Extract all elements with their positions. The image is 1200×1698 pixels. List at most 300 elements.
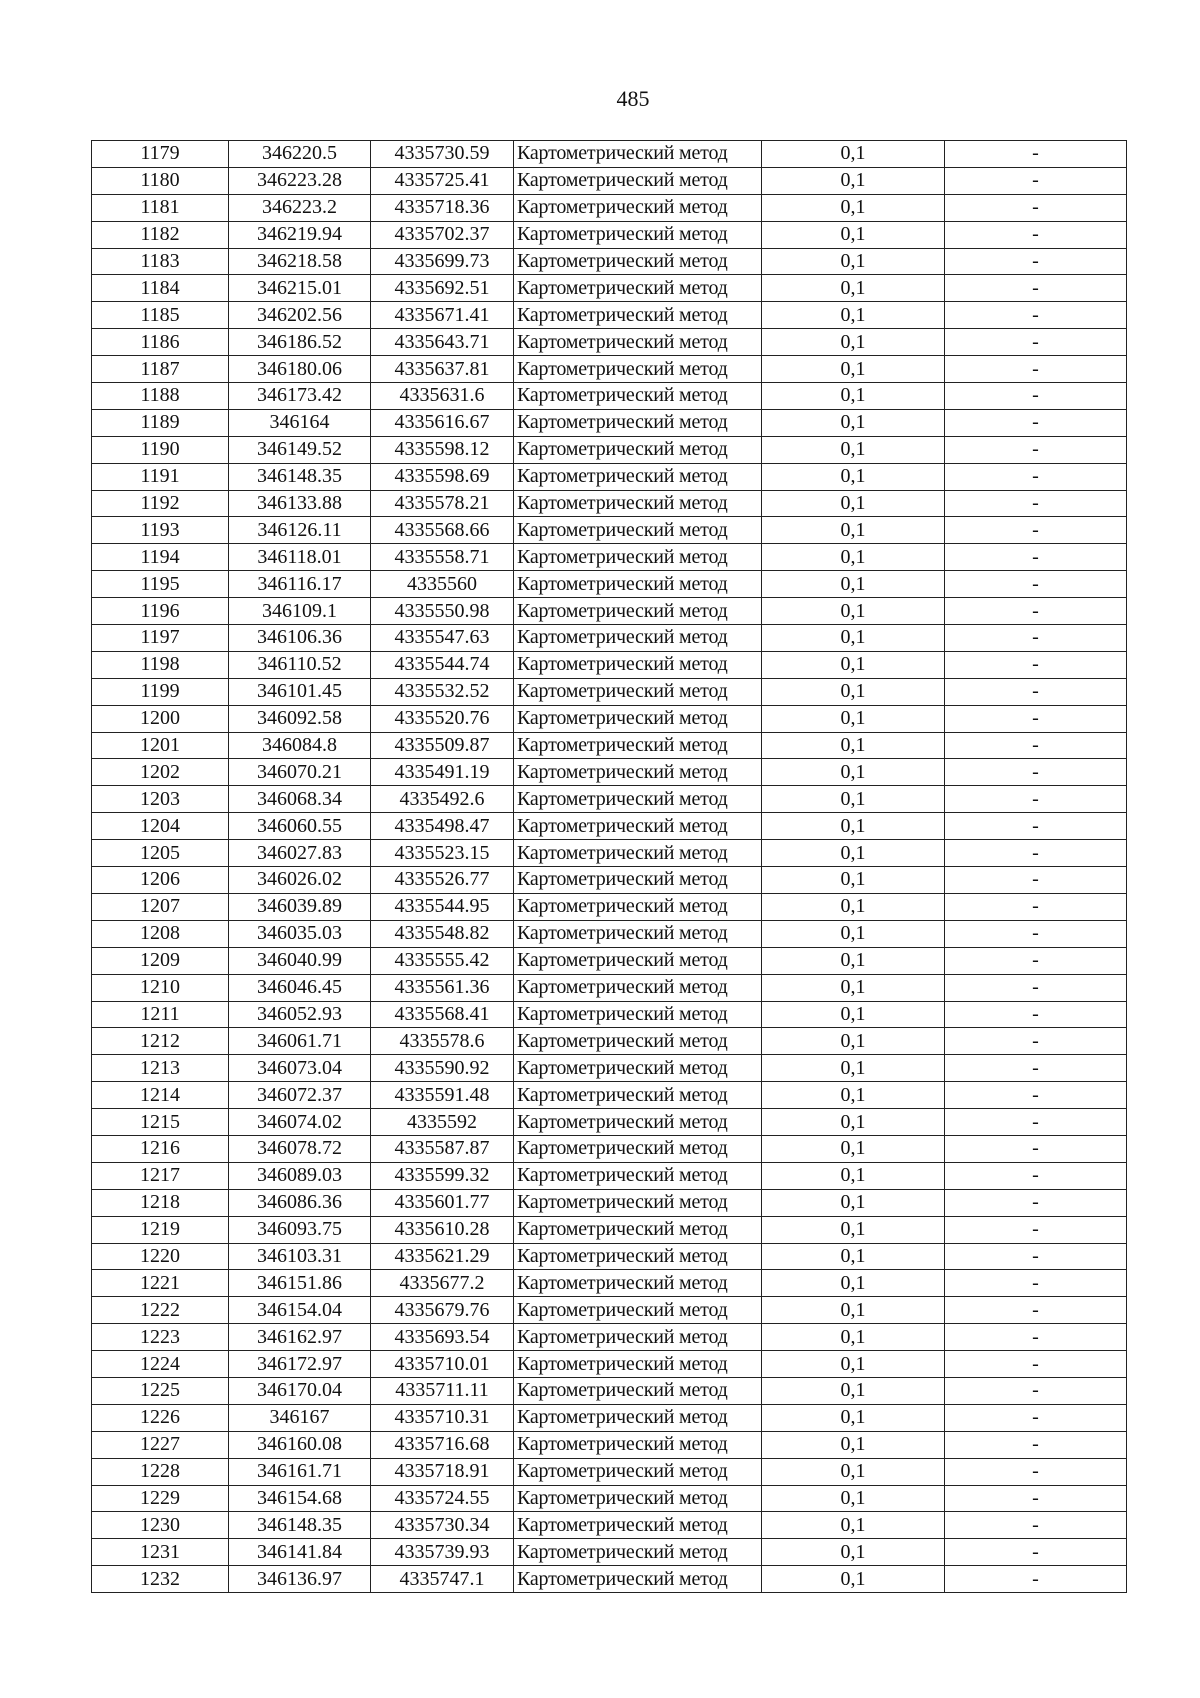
y-coordinate-cell: 4335520.76: [371, 705, 514, 732]
accuracy-cell: 0,1: [762, 1001, 945, 1028]
y-coordinate-cell: 4335671.41: [371, 302, 514, 329]
x-coordinate-cell: 346109.1: [229, 598, 371, 625]
accuracy-cell: 0,1: [762, 544, 945, 571]
accuracy-cell: 0,1: [762, 947, 945, 974]
x-coordinate-cell: 346173.42: [229, 383, 371, 410]
x-coordinate-cell: 346026.02: [229, 867, 371, 894]
table-row: [92, 436, 1127, 463]
y-coordinate-cell: 4335587.87: [371, 1135, 514, 1162]
point-number-cell: 1194: [92, 544, 229, 571]
table-row: [92, 544, 1127, 571]
point-number-cell: 1211: [92, 1001, 229, 1028]
method-cell: Картометрический метод: [514, 1216, 762, 1243]
y-coordinate-cell: 4335637.81: [371, 356, 514, 383]
note-cell: -: [945, 571, 1127, 598]
point-number-cell: 1232: [92, 1566, 229, 1593]
table-row: [92, 141, 1127, 168]
point-number-cell: 1214: [92, 1082, 229, 1109]
accuracy-cell: 0,1: [762, 651, 945, 678]
note-cell: -: [945, 1351, 1127, 1378]
table-row: [92, 1351, 1127, 1378]
note-cell: -: [945, 1001, 1127, 1028]
y-coordinate-cell: 4335616.67: [371, 409, 514, 436]
method-cell: Картометрический метод: [514, 974, 762, 1001]
note-cell: -: [945, 463, 1127, 490]
table-row: [92, 1297, 1127, 1324]
y-coordinate-cell: 4335718.36: [371, 194, 514, 221]
point-number-cell: 1224: [92, 1351, 229, 1378]
accuracy-cell: 0,1: [762, 759, 945, 786]
x-coordinate-cell: 346218.58: [229, 248, 371, 275]
x-coordinate-cell: 346136.97: [229, 1566, 371, 1593]
accuracy-cell: 0,1: [762, 436, 945, 463]
table-row: [92, 947, 1127, 974]
method-cell: Картометрический метод: [514, 329, 762, 356]
y-coordinate-cell: 4335558.71: [371, 544, 514, 571]
x-coordinate-cell: 346133.88: [229, 490, 371, 517]
point-number-cell: 1179: [92, 141, 229, 168]
note-cell: -: [945, 517, 1127, 544]
accuracy-cell: 0,1: [762, 1109, 945, 1136]
point-number-cell: 1195: [92, 571, 229, 598]
accuracy-cell: 0,1: [762, 974, 945, 1001]
note-cell: -: [945, 1404, 1127, 1431]
method-cell: Картометрический метод: [514, 275, 762, 302]
method-cell: Картометрический метод: [514, 571, 762, 598]
method-cell: Картометрический метод: [514, 1109, 762, 1136]
y-coordinate-cell: 4335739.93: [371, 1539, 514, 1566]
table-row: [92, 1082, 1127, 1109]
accuracy-cell: 0,1: [762, 1243, 945, 1270]
table-row: [92, 1512, 1127, 1539]
x-coordinate-cell: 346072.37: [229, 1082, 371, 1109]
note-cell: -: [945, 598, 1127, 625]
accuracy-cell: 0,1: [762, 1377, 945, 1404]
note-cell: -: [945, 893, 1127, 920]
method-cell: Картометрический метод: [514, 867, 762, 894]
point-number-cell: 1189: [92, 409, 229, 436]
table-row: [92, 1431, 1127, 1458]
note-cell: -: [945, 1324, 1127, 1351]
table-row: [92, 409, 1127, 436]
y-coordinate-cell: 4335568.66: [371, 517, 514, 544]
note-cell: -: [945, 1485, 1127, 1512]
note-cell: -: [945, 221, 1127, 248]
point-number-cell: 1221: [92, 1270, 229, 1297]
method-cell: Картометрический метод: [514, 1162, 762, 1189]
note-cell: -: [945, 329, 1127, 356]
accuracy-cell: 0,1: [762, 1162, 945, 1189]
note-cell: -: [945, 1162, 1127, 1189]
note-cell: -: [945, 1028, 1127, 1055]
method-cell: Картометрический метод: [514, 651, 762, 678]
y-coordinate-cell: 4335491.19: [371, 759, 514, 786]
y-coordinate-cell: 4335710.31: [371, 1404, 514, 1431]
note-cell: -: [945, 1431, 1127, 1458]
method-cell: Картометрический метод: [514, 356, 762, 383]
point-number-cell: 1199: [92, 678, 229, 705]
table-row: [92, 625, 1127, 652]
accuracy-cell: 0,1: [762, 1485, 945, 1512]
note-cell: -: [945, 436, 1127, 463]
point-number-cell: 1183: [92, 248, 229, 275]
table-row: [92, 194, 1127, 221]
method-cell: Картометрический метод: [514, 1539, 762, 1566]
point-number-cell: 1191: [92, 463, 229, 490]
point-number-cell: 1226: [92, 1404, 229, 1431]
x-coordinate-cell: 346148.35: [229, 1512, 371, 1539]
point-number-cell: 1185: [92, 302, 229, 329]
note-cell: -: [945, 1297, 1127, 1324]
point-number-cell: 1200: [92, 705, 229, 732]
method-cell: Картометрический метод: [514, 1001, 762, 1028]
x-coordinate-cell: 346141.84: [229, 1539, 371, 1566]
table-row: [92, 1324, 1127, 1351]
x-coordinate-cell: 346154.68: [229, 1485, 371, 1512]
point-number-cell: 1186: [92, 329, 229, 356]
x-coordinate-cell: 346186.52: [229, 329, 371, 356]
point-number-cell: 1190: [92, 436, 229, 463]
y-coordinate-cell: 4335578.6: [371, 1028, 514, 1055]
y-coordinate-cell: 4335598.69: [371, 463, 514, 490]
accuracy-cell: 0,1: [762, 1028, 945, 1055]
accuracy-cell: 0,1: [762, 732, 945, 759]
table-row: [92, 1162, 1127, 1189]
accuracy-cell: 0,1: [762, 1351, 945, 1378]
note-cell: -: [945, 383, 1127, 410]
method-cell: Картометрический метод: [514, 1243, 762, 1270]
point-number-cell: 1220: [92, 1243, 229, 1270]
y-coordinate-cell: 4335598.12: [371, 436, 514, 463]
y-coordinate-cell: 4335710.01: [371, 1351, 514, 1378]
page-number: 485: [616, 86, 650, 111]
table-row: [92, 813, 1127, 840]
y-coordinate-cell: 4335550.98: [371, 598, 514, 625]
point-number-cell: 1229: [92, 1485, 229, 1512]
accuracy-cell: 0,1: [762, 517, 945, 544]
accuracy-cell: 0,1: [762, 383, 945, 410]
note-cell: -: [945, 1512, 1127, 1539]
y-coordinate-cell: 4335693.54: [371, 1324, 514, 1351]
table-row: [92, 840, 1127, 867]
method-cell: Картометрический метод: [514, 463, 762, 490]
note-cell: -: [945, 840, 1127, 867]
note-cell: -: [945, 409, 1127, 436]
point-number-cell: 1206: [92, 867, 229, 894]
x-coordinate-cell: 346084.8: [229, 732, 371, 759]
method-cell: Картометрический метод: [514, 1485, 762, 1512]
accuracy-cell: 0,1: [762, 786, 945, 813]
point-number-cell: 1213: [92, 1055, 229, 1082]
point-number-cell: 1207: [92, 893, 229, 920]
accuracy-cell: 0,1: [762, 1082, 945, 1109]
y-coordinate-cell: 4335621.29: [371, 1243, 514, 1270]
accuracy-cell: 0,1: [762, 893, 945, 920]
point-number-cell: 1218: [92, 1189, 229, 1216]
point-number-cell: 1203: [92, 786, 229, 813]
table-row: [92, 1216, 1127, 1243]
point-number-cell: 1208: [92, 920, 229, 947]
x-coordinate-cell: 346027.83: [229, 840, 371, 867]
method-cell: Картометрический метод: [514, 1082, 762, 1109]
x-coordinate-cell: 346126.11: [229, 517, 371, 544]
point-number-cell: 1188: [92, 383, 229, 410]
method-cell: Картометрический метод: [514, 732, 762, 759]
note-cell: -: [945, 1216, 1127, 1243]
y-coordinate-cell: 4335561.36: [371, 974, 514, 1001]
table-row: [92, 974, 1127, 1001]
x-coordinate-cell: 346223.2: [229, 194, 371, 221]
note-cell: -: [945, 1377, 1127, 1404]
accuracy-cell: 0,1: [762, 598, 945, 625]
point-number-cell: 1192: [92, 490, 229, 517]
accuracy-cell: 0,1: [762, 1512, 945, 1539]
note-cell: -: [945, 1243, 1127, 1270]
x-coordinate-cell: 346160.08: [229, 1431, 371, 1458]
table-row: [92, 1001, 1127, 1028]
table-row: [92, 490, 1127, 517]
accuracy-cell: 0,1: [762, 275, 945, 302]
table-row: [92, 1135, 1127, 1162]
accuracy-cell: 0,1: [762, 1135, 945, 1162]
note-cell: -: [945, 625, 1127, 652]
y-coordinate-cell: 4335523.15: [371, 840, 514, 867]
y-coordinate-cell: 4335560: [371, 571, 514, 598]
method-cell: Картометрический метод: [514, 840, 762, 867]
table-row: [92, 1270, 1127, 1297]
point-number-cell: 1216: [92, 1135, 229, 1162]
x-coordinate-cell: 346068.34: [229, 786, 371, 813]
x-coordinate-cell: 346215.01: [229, 275, 371, 302]
table-row: [92, 651, 1127, 678]
accuracy-cell: 0,1: [762, 813, 945, 840]
x-coordinate-cell: 346162.97: [229, 1324, 371, 1351]
table-row: [92, 1566, 1127, 1593]
note-cell: -: [945, 490, 1127, 517]
accuracy-cell: 0,1: [762, 463, 945, 490]
y-coordinate-cell: 4335592: [371, 1109, 514, 1136]
table-row: [92, 786, 1127, 813]
table-row: [92, 759, 1127, 786]
point-number-cell: 1197: [92, 625, 229, 652]
point-number-cell: 1219: [92, 1216, 229, 1243]
table-row: [92, 1485, 1127, 1512]
point-number-cell: 1228: [92, 1458, 229, 1485]
x-coordinate-cell: 346223.28: [229, 167, 371, 194]
method-cell: Картометрический метод: [514, 893, 762, 920]
y-coordinate-cell: 4335544.95: [371, 893, 514, 920]
accuracy-cell: 0,1: [762, 141, 945, 168]
accuracy-cell: 0,1: [762, 920, 945, 947]
note-cell: -: [945, 248, 1127, 275]
y-coordinate-cell: 4335730.59: [371, 141, 514, 168]
note-cell: -: [945, 1458, 1127, 1485]
note-cell: -: [945, 1109, 1127, 1136]
method-cell: Картометрический метод: [514, 1055, 762, 1082]
x-coordinate-cell: 346074.02: [229, 1109, 371, 1136]
method-cell: Картометрический метод: [514, 759, 762, 786]
note-cell: -: [945, 141, 1127, 168]
x-coordinate-cell: 346161.71: [229, 1458, 371, 1485]
point-number-cell: 1212: [92, 1028, 229, 1055]
accuracy-cell: 0,1: [762, 705, 945, 732]
y-coordinate-cell: 4335724.55: [371, 1485, 514, 1512]
method-cell: Картометрический метод: [514, 248, 762, 275]
x-coordinate-cell: 346219.94: [229, 221, 371, 248]
method-cell: Картометрический метод: [514, 598, 762, 625]
table-row: [92, 920, 1127, 947]
table-row: [92, 302, 1127, 329]
x-coordinate-cell: 346154.04: [229, 1297, 371, 1324]
note-cell: -: [945, 732, 1127, 759]
x-coordinate-cell: 346046.45: [229, 974, 371, 1001]
point-number-cell: 1205: [92, 840, 229, 867]
point-number-cell: 1230: [92, 1512, 229, 1539]
note-cell: -: [945, 167, 1127, 194]
method-cell: Картометрический метод: [514, 1377, 762, 1404]
note-cell: -: [945, 678, 1127, 705]
x-coordinate-cell: 346039.89: [229, 893, 371, 920]
coordinates-table-body: [92, 141, 1127, 1593]
accuracy-cell: 0,1: [762, 194, 945, 221]
table-row: [92, 705, 1127, 732]
method-cell: Картометрический метод: [514, 517, 762, 544]
table-row: [92, 383, 1127, 410]
accuracy-cell: 0,1: [762, 1270, 945, 1297]
table-row: [92, 1458, 1127, 1485]
method-cell: Картометрический метод: [514, 1135, 762, 1162]
method-cell: Картометрический метод: [514, 194, 762, 221]
x-coordinate-cell: 346149.52: [229, 436, 371, 463]
x-coordinate-cell: 346172.97: [229, 1351, 371, 1378]
method-cell: Картометрический метод: [514, 167, 762, 194]
accuracy-cell: 0,1: [762, 571, 945, 598]
coordinates-table: [91, 140, 1127, 1593]
x-coordinate-cell: 346060.55: [229, 813, 371, 840]
note-cell: -: [945, 356, 1127, 383]
y-coordinate-cell: 4335643.71: [371, 329, 514, 356]
table-row: [92, 893, 1127, 920]
y-coordinate-cell: 4335544.74: [371, 651, 514, 678]
point-number-cell: 1182: [92, 221, 229, 248]
method-cell: Картометрический метод: [514, 947, 762, 974]
accuracy-cell: 0,1: [762, 625, 945, 652]
note-cell: -: [945, 920, 1127, 947]
accuracy-cell: 0,1: [762, 1324, 945, 1351]
method-cell: Картометрический метод: [514, 1297, 762, 1324]
y-coordinate-cell: 4335725.41: [371, 167, 514, 194]
note-cell: -: [945, 1566, 1127, 1593]
table-row: [92, 598, 1127, 625]
accuracy-cell: 0,1: [762, 221, 945, 248]
y-coordinate-cell: 4335492.6: [371, 786, 514, 813]
accuracy-cell: 0,1: [762, 1297, 945, 1324]
point-number-cell: 1181: [92, 194, 229, 221]
method-cell: Картометрический метод: [514, 1351, 762, 1378]
note-cell: -: [945, 1135, 1127, 1162]
accuracy-cell: 0,1: [762, 678, 945, 705]
accuracy-cell: 0,1: [762, 1431, 945, 1458]
table-row: [92, 1028, 1127, 1055]
table-row: [92, 517, 1127, 544]
y-coordinate-cell: 4335711.11: [371, 1377, 514, 1404]
accuracy-cell: 0,1: [762, 1566, 945, 1593]
point-number-cell: 1180: [92, 167, 229, 194]
method-cell: Картометрический метод: [514, 1270, 762, 1297]
y-coordinate-cell: 4335532.52: [371, 678, 514, 705]
point-number-cell: 1222: [92, 1297, 229, 1324]
accuracy-cell: 0,1: [762, 1055, 945, 1082]
method-cell: Картометрический метод: [514, 1189, 762, 1216]
method-cell: Картометрический метод: [514, 221, 762, 248]
method-cell: Картометрический метод: [514, 678, 762, 705]
accuracy-cell: 0,1: [762, 167, 945, 194]
y-coordinate-cell: 4335498.47: [371, 813, 514, 840]
point-number-cell: 1217: [92, 1162, 229, 1189]
accuracy-cell: 0,1: [762, 329, 945, 356]
y-coordinate-cell: 4335730.34: [371, 1512, 514, 1539]
table-row: [92, 1055, 1127, 1082]
y-coordinate-cell: 4335692.51: [371, 275, 514, 302]
point-number-cell: 1184: [92, 275, 229, 302]
x-coordinate-cell: 346089.03: [229, 1162, 371, 1189]
note-cell: -: [945, 651, 1127, 678]
x-coordinate-cell: 346151.86: [229, 1270, 371, 1297]
y-coordinate-cell: 4335699.73: [371, 248, 514, 275]
accuracy-cell: 0,1: [762, 490, 945, 517]
y-coordinate-cell: 4335526.77: [371, 867, 514, 894]
y-coordinate-cell: 4335601.77: [371, 1189, 514, 1216]
y-coordinate-cell: 4335599.32: [371, 1162, 514, 1189]
table-row: [92, 248, 1127, 275]
note-cell: -: [945, 275, 1127, 302]
table-row: [92, 329, 1127, 356]
y-coordinate-cell: 4335702.37: [371, 221, 514, 248]
y-coordinate-cell: 4335747.1: [371, 1566, 514, 1593]
note-cell: -: [945, 1189, 1127, 1216]
x-coordinate-cell: 346167: [229, 1404, 371, 1431]
point-number-cell: 1202: [92, 759, 229, 786]
table-row: [92, 463, 1127, 490]
note-cell: -: [945, 759, 1127, 786]
accuracy-cell: 0,1: [762, 1404, 945, 1431]
y-coordinate-cell: 4335631.6: [371, 383, 514, 410]
x-coordinate-cell: 346202.56: [229, 302, 371, 329]
accuracy-cell: 0,1: [762, 840, 945, 867]
point-number-cell: 1193: [92, 517, 229, 544]
accuracy-cell: 0,1: [762, 1189, 945, 1216]
table-row: [92, 356, 1127, 383]
point-number-cell: 1196: [92, 598, 229, 625]
accuracy-cell: 0,1: [762, 1216, 945, 1243]
x-coordinate-cell: 346116.17: [229, 571, 371, 598]
x-coordinate-cell: 346073.04: [229, 1055, 371, 1082]
method-cell: Картометрический метод: [514, 1512, 762, 1539]
accuracy-cell: 0,1: [762, 1458, 945, 1485]
x-coordinate-cell: 346170.04: [229, 1377, 371, 1404]
accuracy-cell: 0,1: [762, 302, 945, 329]
point-number-cell: 1215: [92, 1109, 229, 1136]
x-coordinate-cell: 346220.5: [229, 141, 371, 168]
table-row: [92, 678, 1127, 705]
method-cell: Картометрический метод: [514, 436, 762, 463]
accuracy-cell: 0,1: [762, 248, 945, 275]
x-coordinate-cell: 346078.72: [229, 1135, 371, 1162]
y-coordinate-cell: 4335591.48: [371, 1082, 514, 1109]
y-coordinate-cell: 4335548.82: [371, 920, 514, 947]
table-row: [92, 1377, 1127, 1404]
method-cell: Картометрический метод: [514, 1404, 762, 1431]
